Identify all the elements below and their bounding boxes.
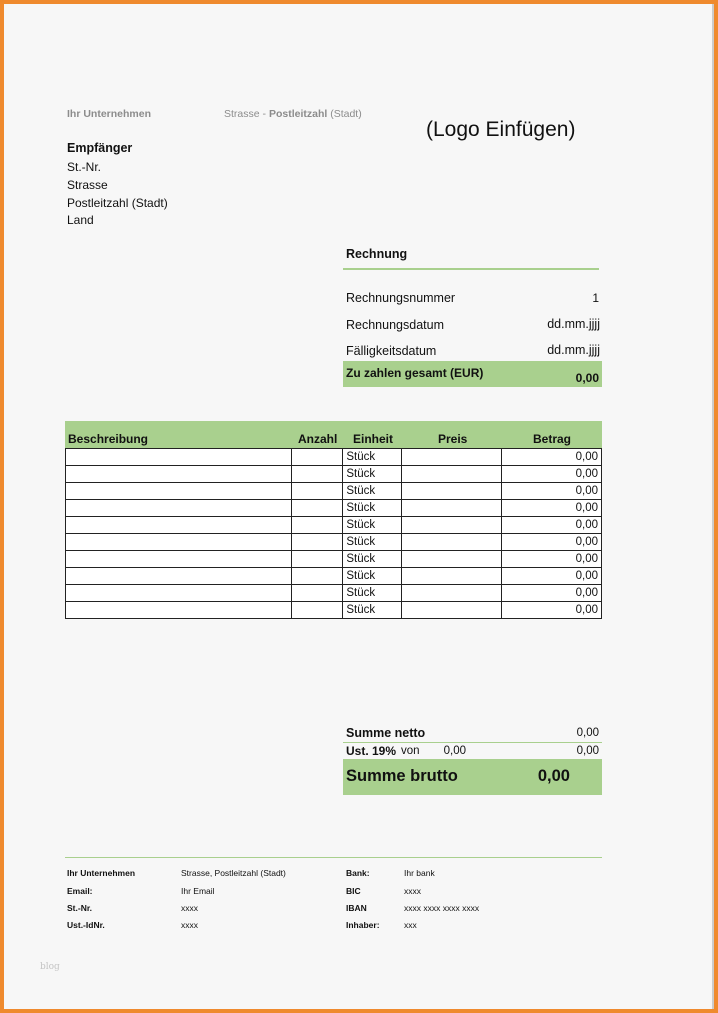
column-header-price: Preis [438, 432, 468, 446]
table-row [66, 585, 602, 602]
watermark: blog [40, 962, 60, 972]
table-row [66, 483, 602, 500]
footer-taxno-label: St.-Nr. [67, 903, 93, 913]
footer-iban-label: IBAN [346, 903, 367, 913]
table-row [66, 534, 602, 551]
due-date-value[interactable]: dd.mm.jjjj [547, 343, 600, 357]
footer-company-label: Ihr Unternehmen [67, 868, 136, 878]
cell-quantity[interactable] [291, 534, 343, 551]
vat-label: Ust. 19% [346, 744, 397, 758]
table-row [66, 500, 602, 517]
items-table [65, 448, 602, 619]
cell-price[interactable] [402, 466, 502, 483]
address-street: Strasse - [224, 108, 269, 120]
cell-amount: 0,00 [502, 449, 602, 466]
footer-vatid-label: Ust.-IdNr. [67, 920, 105, 930]
vat-of-label: von [401, 745, 420, 757]
cell-description[interactable] [66, 551, 292, 568]
cell-amount: 0,00 [502, 483, 602, 500]
cell-quantity[interactable] [291, 551, 343, 568]
address-city: (Stadt) [327, 108, 362, 120]
cell-quantity[interactable] [291, 449, 343, 466]
cell-quantity[interactable] [291, 585, 343, 602]
invoice-date-value[interactable]: dd.mm.jjjj [547, 317, 600, 331]
address-zip: Postleitzahl [268, 108, 328, 120]
cell-quantity[interactable] [291, 483, 343, 500]
footer-taxno-value: xxxx [181, 903, 198, 913]
cell-description[interactable] [66, 466, 292, 483]
table-row [66, 602, 602, 619]
recipient-title: Empfänger [67, 141, 133, 155]
net-total-label: Summe netto [346, 726, 426, 740]
footer-iban-value: xxxx xxxx xxxx xxxx [404, 903, 480, 913]
cell-quantity[interactable] [291, 602, 343, 619]
cell-quantity[interactable] [291, 500, 343, 517]
cell-description[interactable] [66, 517, 292, 534]
footer-bic-label: BIC [346, 886, 361, 896]
company-name: Ihr Unternehmen [67, 108, 152, 120]
cell-quantity[interactable] [291, 466, 343, 483]
footer-bank-label: Bank: [346, 868, 370, 878]
column-header-quantity: Anzahl [298, 432, 338, 446]
cell-price[interactable] [402, 568, 502, 585]
vat-value: 0,00 [576, 745, 599, 757]
cell-description[interactable] [66, 534, 292, 551]
cell-unit[interactable]: Stück [343, 585, 402, 602]
table-row [66, 551, 602, 568]
invoice-number-label: Rechnungsnummer [346, 291, 456, 305]
total-due-label: Zu zahlen gesamt (EUR) [346, 366, 484, 380]
cell-unit[interactable]: Stück [343, 483, 402, 500]
cell-description[interactable] [66, 483, 292, 500]
cell-unit[interactable]: Stück [343, 602, 402, 619]
cell-quantity[interactable] [291, 517, 343, 534]
invoice-title: Rechnung [346, 247, 408, 261]
cell-unit[interactable]: Stück [343, 568, 402, 585]
column-header-description: Beschreibung [68, 432, 149, 446]
column-header-amount: Betrag [533, 432, 572, 446]
cell-unit[interactable]: Stück [343, 500, 402, 517]
cell-description[interactable] [66, 568, 292, 585]
cell-unit[interactable]: Stück [343, 534, 402, 551]
cell-amount: 0,00 [502, 551, 602, 568]
table-row [66, 449, 602, 466]
invoice-date-label: Rechnungsdatum [346, 318, 444, 332]
recipient-line: Strasse [67, 178, 108, 192]
table-row [66, 517, 602, 534]
total-due-value: 0,00 [575, 371, 599, 385]
cell-unit[interactable]: Stück [343, 449, 402, 466]
company-address [224, 108, 362, 120]
cell-price[interactable] [402, 551, 502, 568]
column-header-unit: Einheit [353, 432, 394, 446]
cell-price[interactable] [402, 517, 502, 534]
cell-price[interactable] [402, 449, 502, 466]
due-date-label: Fälligkeitsdatum [346, 344, 437, 358]
footer-divider [65, 857, 602, 858]
footer-bank-value: Ihr bank [404, 868, 435, 878]
footer-owner-value: xxx [404, 920, 417, 930]
cell-unit[interactable]: Stück [343, 466, 402, 483]
cell-price[interactable] [402, 500, 502, 517]
recipient-line: Land [67, 213, 94, 227]
invoice-number-value[interactable]: 1 [592, 291, 599, 305]
footer-company-value: Strasse, Postleitzahl (Stadt) [181, 868, 286, 878]
net-total-value: 0,00 [576, 727, 599, 739]
cell-unit[interactable]: Stück [343, 517, 402, 534]
cell-amount: 0,00 [502, 568, 602, 585]
footer-email-value: Ihr Email [181, 886, 215, 896]
cell-description[interactable] [66, 585, 292, 602]
table-row [66, 568, 602, 585]
invoice-title-underline [343, 268, 599, 270]
footer-vatid-value: xxxx [181, 920, 198, 930]
cell-amount: 0,00 [502, 534, 602, 551]
logo-placeholder[interactable]: (Logo Einfügen) [426, 118, 576, 141]
footer-owner-label: Inhaber: [346, 920, 380, 930]
cell-price[interactable] [402, 602, 502, 619]
footer-email-label: Email: [67, 886, 93, 896]
gross-total-label: Summe brutto [346, 767, 458, 785]
cell-amount: 0,00 [502, 500, 602, 517]
cell-price[interactable] [402, 483, 502, 500]
recipient-line: Postleitzahl (Stadt) [67, 196, 168, 210]
cell-quantity[interactable] [291, 568, 343, 585]
table-row [66, 466, 602, 483]
cell-amount: 0,00 [502, 585, 602, 602]
cell-price[interactable] [402, 585, 502, 602]
cell-description[interactable] [66, 500, 292, 517]
recipient-line: St.-Nr. [67, 160, 102, 174]
cell-description[interactable] [66, 602, 292, 619]
cell-amount: 0,00 [502, 466, 602, 483]
cell-amount: 0,00 [502, 517, 602, 534]
cell-unit[interactable]: Stück [343, 551, 402, 568]
cell-description[interactable] [66, 449, 292, 466]
net-total-divider [343, 742, 602, 743]
cell-price[interactable] [402, 534, 502, 551]
cell-amount: 0,00 [502, 602, 602, 619]
vat-base-value: 0,00 [443, 745, 466, 757]
gross-total-value: 0,00 [537, 767, 570, 785]
footer-bic-value: xxxx [404, 886, 421, 896]
